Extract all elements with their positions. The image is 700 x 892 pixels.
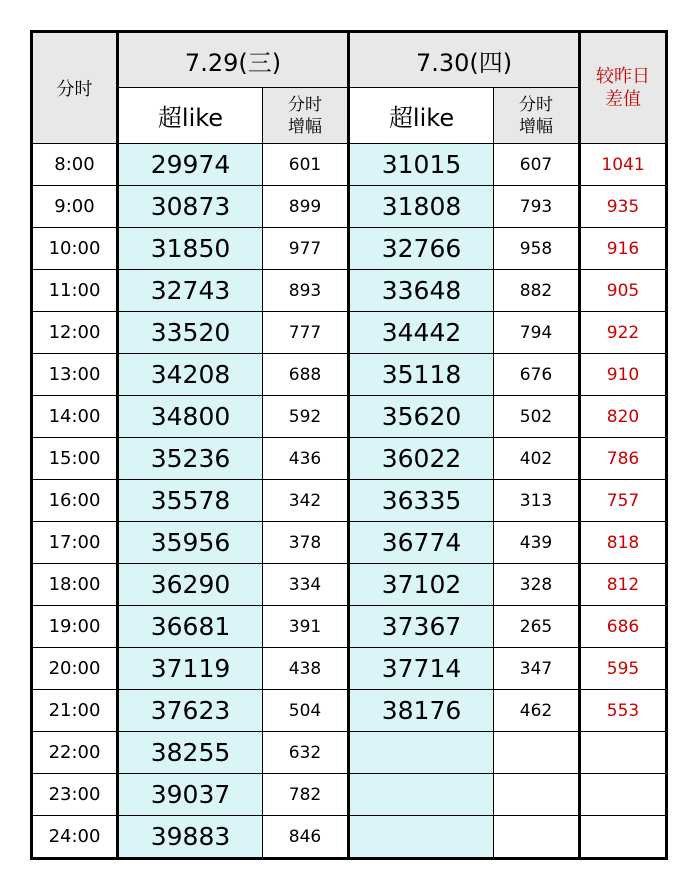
day1-value-cell: 31850	[118, 228, 263, 270]
day1-increment-cell: 632	[263, 732, 349, 774]
day1-value-cell: 33520	[118, 312, 263, 354]
day1-increment-cell: 782	[263, 774, 349, 816]
table-row	[32, 606, 667, 648]
day1-value-cell: 32743	[118, 270, 263, 312]
day1-increment-cell: 342	[263, 480, 349, 522]
time-column-header: 分时	[32, 32, 118, 144]
day2-increment-cell	[494, 732, 580, 774]
table-row	[32, 228, 667, 270]
day2-value-cell: 37367	[349, 606, 494, 648]
day2-value-cell: 36335	[349, 480, 494, 522]
day1-value-cell: 35236	[118, 438, 263, 480]
day2-value-cell: 31808	[349, 186, 494, 228]
day1-increment-cell: 334	[263, 564, 349, 606]
day2-value-cell	[349, 774, 494, 816]
day1-increment-cell: 438	[263, 648, 349, 690]
table-row	[32, 480, 667, 522]
day1-increment-cell: 688	[263, 354, 349, 396]
day2-value-cell: 34442	[349, 312, 494, 354]
day2-value-cell: 36022	[349, 438, 494, 480]
diff-cell: 820	[580, 396, 667, 438]
time-cell: 22:00	[32, 732, 118, 774]
table-row	[32, 144, 667, 186]
day1-increment-cell: 592	[263, 396, 349, 438]
table-body	[32, 144, 667, 859]
time-cell: 23:00	[32, 774, 118, 816]
day2-increment-cell: 882	[494, 270, 580, 312]
diff-cell: 786	[580, 438, 667, 480]
day1-increment-cell: 899	[263, 186, 349, 228]
diff-cell: 818	[580, 522, 667, 564]
day2-increment-cell: 402	[494, 438, 580, 480]
day2-value-cell	[349, 816, 494, 859]
day2-value-cell: 31015	[349, 144, 494, 186]
table-row	[32, 816, 667, 859]
diff-cell	[580, 816, 667, 859]
day1-value-cell: 39037	[118, 774, 263, 816]
diff-cell: 1041	[580, 144, 667, 186]
day2-value-cell: 33648	[349, 270, 494, 312]
time-cell: 11:00	[32, 270, 118, 312]
diff-cell	[580, 774, 667, 816]
day2-increment-cell: 313	[494, 480, 580, 522]
table-row	[32, 564, 667, 606]
day1-value-cell: 34208	[118, 354, 263, 396]
day1-value-cell: 34800	[118, 396, 263, 438]
day2-value-cell: 35118	[349, 354, 494, 396]
diff-column-header: 较昨日差值	[580, 32, 667, 144]
day1-increment-cell: 893	[263, 270, 349, 312]
time-cell: 24:00	[32, 816, 118, 859]
day1-increment-cell: 504	[263, 690, 349, 732]
table-row	[32, 732, 667, 774]
day1-value-cell: 36290	[118, 564, 263, 606]
table-row	[32, 270, 667, 312]
day1-value-cell: 38255	[118, 732, 263, 774]
day2-date-header: 7.30(四)	[349, 32, 580, 88]
table-row	[32, 396, 667, 438]
diff-cell: 757	[580, 480, 667, 522]
diff-cell: 553	[580, 690, 667, 732]
day2-increment-cell: 676	[494, 354, 580, 396]
day1-increment-cell: 601	[263, 144, 349, 186]
table-row	[32, 690, 667, 732]
diff-cell: 595	[580, 648, 667, 690]
table-row	[32, 648, 667, 690]
time-cell: 8:00	[32, 144, 118, 186]
day2-value-cell: 32766	[349, 228, 494, 270]
time-cell: 20:00	[32, 648, 118, 690]
day1-increment-cell: 391	[263, 606, 349, 648]
day2-value-cell: 37102	[349, 564, 494, 606]
time-cell: 19:00	[32, 606, 118, 648]
day2-value-cell: 38176	[349, 690, 494, 732]
hourly-comparison-table	[30, 30, 668, 860]
day1-increment-header: 分时增幅	[263, 88, 349, 144]
day1-increment-cell: 977	[263, 228, 349, 270]
day1-value-cell: 37119	[118, 648, 263, 690]
day1-value-cell: 30873	[118, 186, 263, 228]
day1-value-cell: 35956	[118, 522, 263, 564]
diff-cell: 935	[580, 186, 667, 228]
day2-increment-cell	[494, 774, 580, 816]
table-row	[32, 312, 667, 354]
day2-increment-cell: 502	[494, 396, 580, 438]
time-cell: 16:00	[32, 480, 118, 522]
diff-cell	[580, 732, 667, 774]
day1-value-cell: 29974	[118, 144, 263, 186]
day1-value-header: 超like	[118, 88, 263, 144]
time-cell: 9:00	[32, 186, 118, 228]
day2-increment-cell: 794	[494, 312, 580, 354]
day2-value-cell: 36774	[349, 522, 494, 564]
time-cell: 17:00	[32, 522, 118, 564]
time-cell: 13:00	[32, 354, 118, 396]
time-cell: 14:00	[32, 396, 118, 438]
table-row	[32, 774, 667, 816]
diff-cell: 812	[580, 564, 667, 606]
day2-increment-cell: 328	[494, 564, 580, 606]
day2-value-header: 超like	[349, 88, 494, 144]
day2-increment-cell: 439	[494, 522, 580, 564]
day2-increment-cell: 793	[494, 186, 580, 228]
time-cell: 10:00	[32, 228, 118, 270]
day1-date-header: 7.29(三)	[118, 32, 349, 88]
table-row	[32, 186, 667, 228]
diff-cell: 905	[580, 270, 667, 312]
day2-increment-cell: 462	[494, 690, 580, 732]
table-row	[32, 438, 667, 480]
day2-value-cell: 37714	[349, 648, 494, 690]
day2-increment-cell: 265	[494, 606, 580, 648]
day2-value-cell: 35620	[349, 396, 494, 438]
table-row	[32, 522, 667, 564]
day1-value-cell: 39883	[118, 816, 263, 859]
day2-value-cell	[349, 732, 494, 774]
diff-cell: 910	[580, 354, 667, 396]
time-cell: 21:00	[32, 690, 118, 732]
day1-value-cell: 37623	[118, 690, 263, 732]
day1-increment-cell: 436	[263, 438, 349, 480]
diff-cell: 686	[580, 606, 667, 648]
day1-increment-cell: 846	[263, 816, 349, 859]
day1-increment-cell: 777	[263, 312, 349, 354]
day2-increment-header: 分时增幅	[494, 88, 580, 144]
time-cell: 18:00	[32, 564, 118, 606]
day2-increment-cell	[494, 816, 580, 859]
table-row	[32, 354, 667, 396]
day2-increment-cell: 347	[494, 648, 580, 690]
diff-cell: 922	[580, 312, 667, 354]
day1-value-cell: 36681	[118, 606, 263, 648]
diff-cell: 916	[580, 228, 667, 270]
time-cell: 15:00	[32, 438, 118, 480]
time-cell: 12:00	[32, 312, 118, 354]
day2-increment-cell: 607	[494, 144, 580, 186]
day1-increment-cell: 378	[263, 522, 349, 564]
day1-value-cell: 35578	[118, 480, 263, 522]
day2-increment-cell: 958	[494, 228, 580, 270]
